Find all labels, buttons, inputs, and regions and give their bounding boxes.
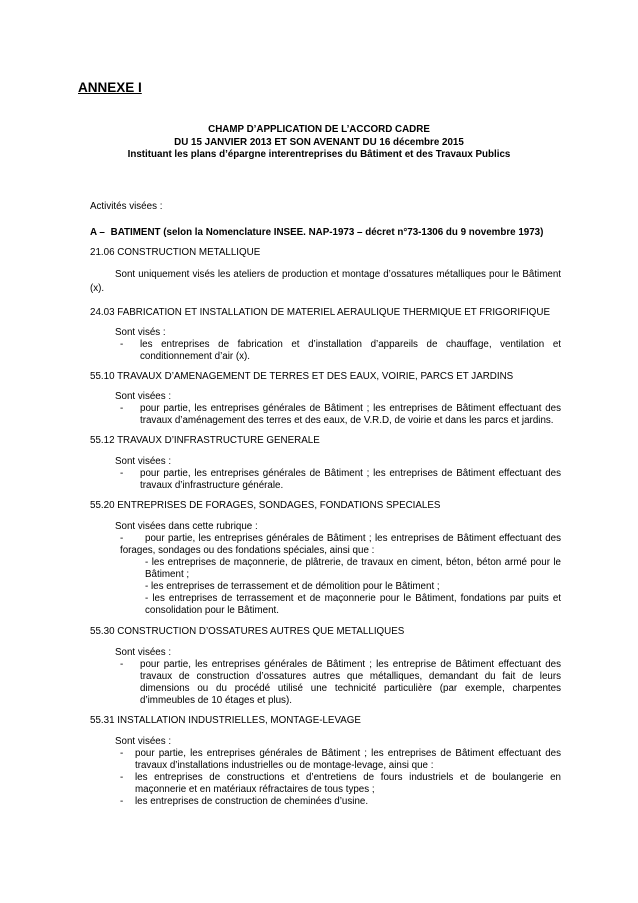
item-line: pour partie, les entreprises générales de Bâtiment ; les entreprises de Bâtiment effectuant des bbox=[140, 468, 561, 479]
section-heading bbox=[90, 500, 440, 512]
list-item bbox=[120, 659, 561, 707]
paragraph-line: (x). bbox=[90, 283, 105, 294]
sub-list-item bbox=[145, 557, 561, 581]
section-code: 55.20 bbox=[90, 500, 115, 511]
paragraph-line: Sont uniquement visés les ateliers de production et montage d’ossatures métalliques pour le Bâtiment bbox=[115, 269, 561, 280]
section-heading bbox=[90, 626, 404, 638]
item-line: travaux d’infrastructure générale. bbox=[140, 480, 284, 491]
section-heading bbox=[90, 247, 260, 259]
list-item bbox=[120, 339, 561, 363]
list-item bbox=[120, 748, 561, 772]
section-heading bbox=[90, 371, 513, 383]
section-a-label: A – bbox=[90, 227, 105, 238]
sub-list-item bbox=[145, 593, 561, 617]
section-heading bbox=[90, 307, 550, 319]
bullet-dash: - bbox=[120, 533, 124, 544]
item-line: les entreprises de construction de cheminées d’usine. bbox=[135, 796, 369, 807]
item-line bbox=[145, 581, 561, 593]
section-a-title: BATIMENT (selon la Nomenclature INSEE. NAP-1973 – décret n°73-1306 du 9 novembre 1973) bbox=[110, 227, 544, 238]
item-text: les entreprises de terrassement et de démolition pour le Bâtiment ; bbox=[151, 581, 440, 592]
heading-line-3: Instituant les plans d’épargne interentreprises du Bâtiment et des Travaux Publics bbox=[127, 149, 511, 160]
section-title: CONSTRUCTION METALLIQUE bbox=[117, 247, 261, 258]
section-lead: Sont visées dans cette rubrique : bbox=[115, 521, 258, 532]
section-lead: Sont visées : bbox=[115, 456, 172, 467]
section-code: 24.03 bbox=[90, 307, 115, 318]
item-line: consolidation pour le Bâtiment. bbox=[145, 605, 279, 616]
item-line: les entreprises de constructions et d’entretiens de fours industriels et de boulangerie en bbox=[135, 772, 561, 783]
item-line: travaux d’installations industrielles ou de montage-levage, ainsi que : bbox=[135, 760, 434, 771]
bullet-dash: - bbox=[145, 593, 149, 604]
section-code: 21.06 bbox=[90, 247, 115, 258]
item-line: conditionnement d’air (x). bbox=[140, 351, 250, 362]
item-line bbox=[145, 557, 561, 569]
section-title: INSTALLATION INDUSTRIELLES, MONTAGE-LEVAGE bbox=[117, 715, 361, 726]
section-paragraph bbox=[90, 268, 561, 296]
section-heading bbox=[90, 715, 361, 727]
item-line: travaux d’aménagement des terres et des eaux, de V.R.D, de voirie et dans les parcs et jardins. bbox=[140, 415, 554, 426]
heading-line-2: DU 15 JANVIER 2013 ET SON AVENANT DU 16 décembre 2015 bbox=[174, 136, 464, 148]
sub-list-item bbox=[145, 581, 561, 593]
section-title: FABRICATION ET INSTALLATION DE MATERIEL AERAULIQUE THERMIQUE ET FRIGORIFIQUE bbox=[117, 307, 551, 318]
list-item bbox=[120, 772, 561, 796]
list-item bbox=[120, 533, 561, 557]
section-heading bbox=[90, 435, 320, 447]
list-item bbox=[120, 468, 561, 492]
section-lead: Sont visées : bbox=[115, 647, 172, 658]
item-line: pour partie, les entreprises générales de Bâtiment ; les entreprise de Bâtiment effectuant des bbox=[140, 659, 561, 670]
item-text: les entreprises de terrassement et de maçonnerie pour le Bâtiment, fondations par puits et bbox=[152, 593, 561, 604]
item-line: pour partie, les entreprises générales de Bâtiment ; les entreprises de Bâtiment effectuant des bbox=[145, 533, 561, 544]
document-heading bbox=[0, 124, 638, 162]
item-line: d’immeubles de 10 étages et plus). bbox=[140, 695, 292, 706]
bullet-dash: - bbox=[120, 796, 124, 807]
item-line: Bâtiment ; bbox=[145, 569, 190, 580]
section-title: ENTREPRISES DE FORAGES, SONDAGES, FONDATIONS SPECIALES bbox=[117, 500, 441, 511]
section-lead: Sont visés : bbox=[115, 327, 166, 338]
item-line: les entreprises de fabrication et d’installation d’appareils de chauffage, ventilation et bbox=[140, 339, 561, 350]
item-line: forages, sondages ou des fondations spéciales, ainsi que : bbox=[120, 545, 375, 556]
section-lead: Sont visées : bbox=[115, 391, 172, 402]
section-lead: Sont visées : bbox=[115, 736, 172, 747]
item-line: maçonnerie et en matériaux réfractaires de tous types ; bbox=[135, 784, 375, 795]
section-code: 55.12 bbox=[90, 435, 115, 446]
bullet-dash: - bbox=[145, 557, 149, 568]
item-line: pour partie, les entreprises générales de Bâtiment ; les entreprises de Bâtiment effectuant des bbox=[135, 748, 561, 759]
item-line: pour partie, les entreprises générales de Bâtiment ; les entreprises de Bâtiment effectuant des bbox=[140, 403, 561, 414]
intro-text: Activités visées : bbox=[90, 201, 163, 212]
list-item bbox=[120, 796, 561, 808]
section-title: TRAVAUX D’AMENAGEMENT DE TERRES ET DES EAUX, VOIRIE, PARCS ET JARDINS bbox=[117, 371, 514, 382]
list-item bbox=[120, 403, 561, 427]
bullet-dash: - bbox=[120, 748, 124, 759]
bullet-dash: - bbox=[120, 659, 124, 670]
bullet-dash: - bbox=[145, 581, 149, 592]
item-text: les entreprises de maçonnerie, de plâtrerie, de travaux en ciment, béton, béton armé pour le bbox=[151, 557, 561, 568]
annex-title: ANNEXE I bbox=[78, 80, 142, 95]
section-code: 55.31 bbox=[90, 715, 115, 726]
section-code: 55.10 bbox=[90, 371, 115, 382]
section-title: TRAVAUX D’INFRASTRUCTURE GENERALE bbox=[117, 435, 320, 446]
item-line: travaux de construction d’ossatures autres que métalliques, demandant du fait de leurs bbox=[140, 671, 561, 682]
section-code: 55.30 bbox=[90, 626, 115, 637]
bullet-dash: - bbox=[120, 772, 124, 783]
section-title: CONSTRUCTION D’OSSATURES AUTRES QUE METALLIQUES bbox=[117, 626, 405, 637]
heading-line-1: CHAMP D’APPLICATION DE L’ACCORD CADRE bbox=[208, 124, 430, 135]
bullet-dash: - bbox=[120, 339, 124, 350]
bullet-dash: - bbox=[120, 468, 124, 479]
section-a-heading bbox=[90, 227, 543, 239]
item-line bbox=[145, 593, 561, 605]
item-line: dimensions ou du procédé utilisé une technicité particulière (par exemple, charpentes bbox=[140, 683, 561, 694]
bullet-dash: - bbox=[120, 403, 124, 414]
